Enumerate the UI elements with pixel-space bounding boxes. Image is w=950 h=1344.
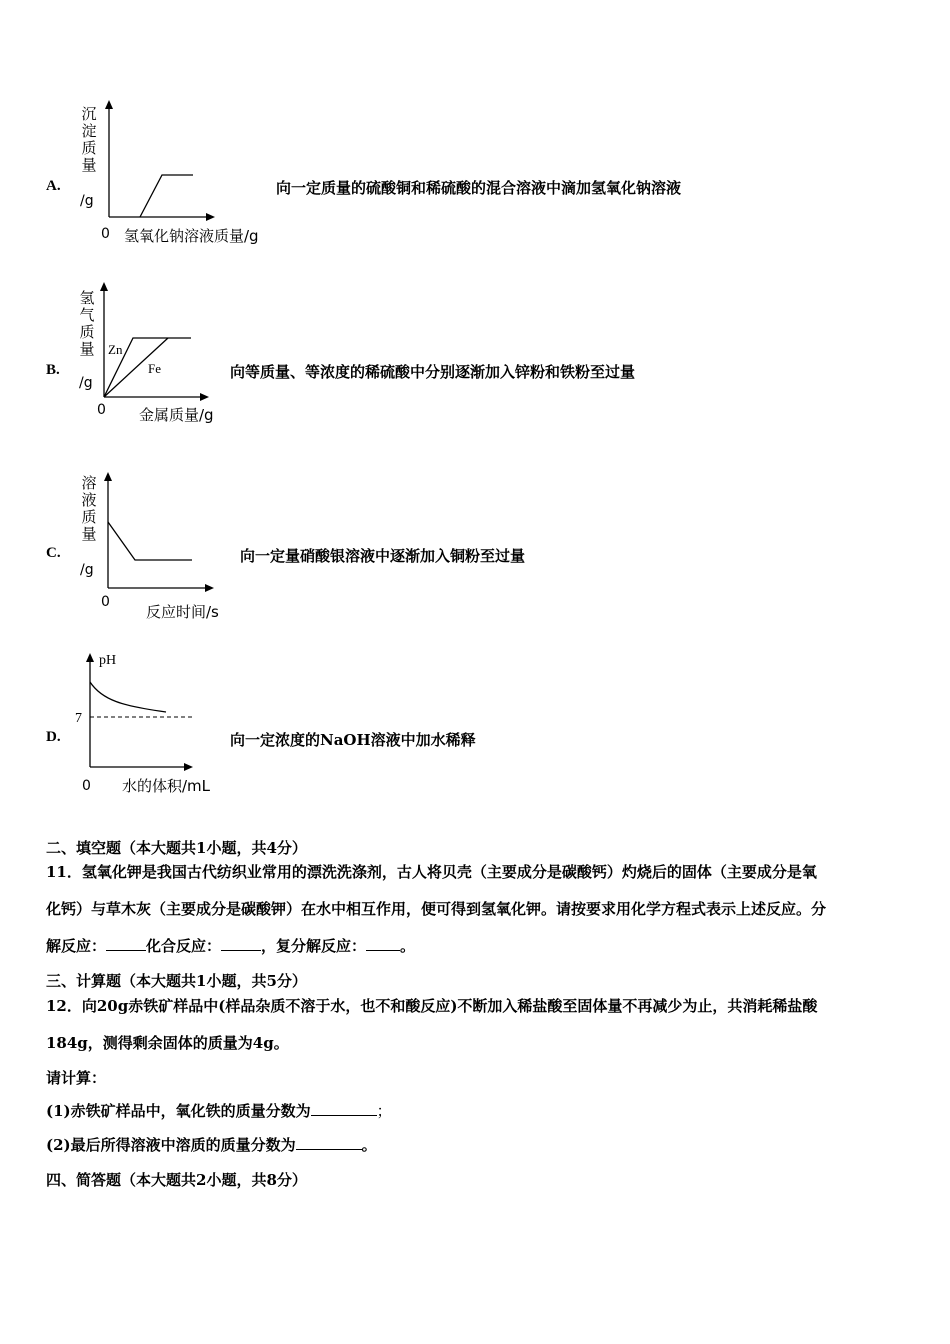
option-a-graph (95, 98, 225, 228)
q11-line-2: 化钙）与草木灰（主要成分是碳酸钾）在水中相互作用，便可得到氢氧化钾。请按要求用化学方程式表示上述反应。分 (46, 900, 827, 918)
q12-ask: 请计算： (46, 1069, 107, 1087)
option-d-x-label: 水的体积/mL (122, 777, 211, 795)
option-b-y-unit: /g (79, 375, 93, 391)
option-c-x-arrow (205, 584, 214, 592)
q12-sub-1 (46, 1101, 392, 1121)
q12-blank-1[interactable] (311, 1101, 377, 1116)
q12-line-1: 12．向20g赤铁矿样品中(样品杂质不溶于水，也不和酸反应)不断加入稀盐酸至固体量不再减少为止，共消耗稀盐酸 (46, 997, 818, 1015)
option-c-letter: C. (46, 545, 61, 561)
q11-double-decomposition-label: ，复分解反应： (261, 937, 367, 955)
option-c-y-unit: /g (80, 562, 94, 578)
q12-line-2: 184g，测得剩余固体的质量为4g。 (46, 1034, 289, 1052)
option-a-letter: A. (46, 178, 61, 194)
q11-decomposition-label: 解反应： (46, 937, 107, 955)
option-a-origin: 0 (101, 226, 110, 242)
q12-sub-1-text: (1)赤铁矿样品中，氧化铁的质量分数为 (46, 1102, 311, 1120)
option-b-x-arrow (200, 393, 209, 401)
option-c-curve (108, 522, 192, 560)
option-a-y-arrow (105, 100, 113, 109)
option-a-y-unit: /g (80, 193, 94, 209)
option-a-curve (140, 175, 193, 217)
option-d-origin: 0 (82, 778, 91, 794)
q11-blank-2[interactable] (221, 936, 261, 951)
option-d-curve (90, 682, 166, 712)
option-b-graph (90, 280, 220, 410)
option-c-description: 向一定量硝酸银溶液中逐渐加入铜粉至过量 (240, 547, 526, 565)
q11-end-mark: 。 (400, 937, 416, 955)
q12-sub-2 (46, 1135, 377, 1155)
option-d-y-arrow (86, 653, 94, 662)
option-a-description: 向一定质量的硫酸铜和稀硫酸的混合溶液中滴加氢氧化钠溶液 (276, 179, 682, 197)
q11-line-3 (46, 936, 415, 956)
option-d-reference-value: 7 (75, 711, 82, 726)
option-a-y-label: 沉淀质量 (81, 105, 97, 174)
option-c-origin: 0 (101, 594, 110, 610)
option-b-description: 向等质量、等浓度的稀硫酸中分别逐渐加入锌粉和铁粉至过量 (230, 363, 636, 381)
option-b-x-label: 金属质量/g (139, 406, 214, 424)
q12-sub-2-text: (2)最后所得溶液中溶质的质量分数为 (46, 1136, 296, 1154)
option-d-x-arrow (184, 763, 193, 771)
option-c-y-arrow (104, 472, 112, 481)
option-a-x-label: 氢氧化钠溶液质量/g (124, 227, 259, 245)
option-c-y-label: 溶液质量 (81, 474, 97, 543)
option-d-graph (70, 650, 210, 780)
option-b-letter: B. (46, 362, 60, 378)
option-a-x-arrow (206, 213, 215, 221)
section-3-heading: 三、计算题（本大题共1小题，共5分） (46, 972, 307, 990)
q11-combination-label: 化合反应： (146, 937, 222, 955)
option-b-y-label: 氢气质量 (79, 289, 95, 358)
option-d-y-label: pH (99, 653, 117, 668)
option-b-zn-label: Zn (108, 342, 123, 357)
section-4-heading: 四、简答题（本大题共2小题，共8分） (46, 1171, 307, 1189)
section-2-heading: 二、填空题（本大题共1小题，共4分） (46, 839, 307, 857)
option-c-graph (95, 470, 225, 600)
q11-line-1: 11．氢氧化钾是我国古代纺织业常用的漂洗洗涤剂，古人将贝壳（主要成分是碳酸钙）灼烧后的固体（主要成分是氧 (46, 863, 817, 881)
option-d-letter: D. (46, 729, 61, 745)
option-b-fe-label: Fe (148, 361, 161, 376)
option-d-description: 向一定浓度的NaOH溶液中加水稀释 (230, 731, 476, 749)
q12-blank-2[interactable] (296, 1135, 362, 1150)
q11-blank-3[interactable] (366, 936, 400, 951)
option-c-x-label: 反应时间/s (146, 603, 219, 621)
option-b-y-arrow (100, 282, 108, 291)
q11-blank-1[interactable] (106, 936, 146, 951)
q12-sub-1-end: ； (376, 1102, 392, 1120)
q12-sub-2-end: 。 (361, 1136, 377, 1154)
option-b-origin: 0 (97, 402, 106, 418)
